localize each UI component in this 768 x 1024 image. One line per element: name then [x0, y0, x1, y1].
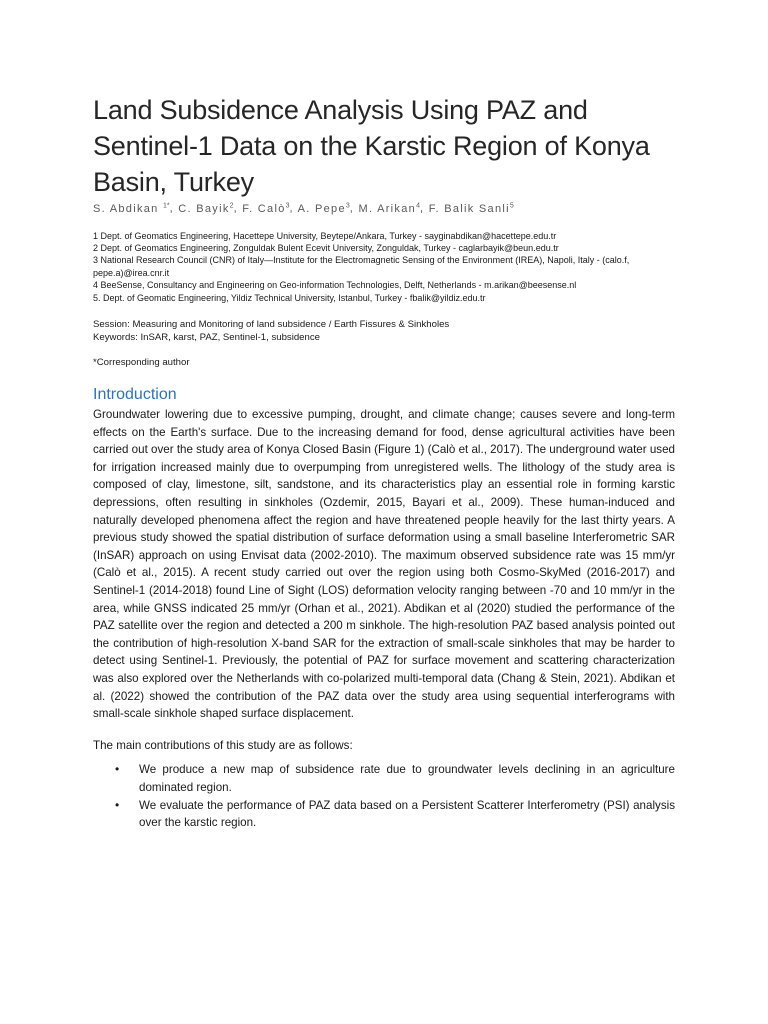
paper-title: Land Subsidence Analysis Using PAZ and Sentinel-1 Data on the Karstic Region of Konya Basin, Turkey: [93, 95, 650, 197]
contributions-list: [93, 761, 675, 831]
bullet-icon: •: [115, 762, 120, 777]
affiliation: 2 Dept. of Geomatics Engineering, Zonguldak Bulent Ecevit University, Zonguldak, Turkey - caglarbayik@beun.edu.tr: [93, 243, 559, 254]
affiliation: 1 Dept. of Geomatics Engineering, Hacettepe University, Beytepe/Ankara, Turkey - sayginabdikan@hacettepe.edu.tr: [93, 230, 557, 241]
bullet-icon: •: [115, 797, 120, 812]
session-line: Session: Measuring and Monitoring of land subsidence / Earth Fissures & Sinkholes: [93, 319, 450, 331]
affiliations: [93, 230, 675, 304]
session-info: [93, 318, 675, 344]
corresponding-author-note: *Corresponding author: [93, 357, 190, 369]
affiliation: 3 National Research Council (CNR) of Italy—Institute for the Electromagnetic Sensing of the Environment (IREA), Napoli, Italy - (calo.f, pepe.a)@irea.cnr.it: [93, 255, 630, 278]
keywords-line: Keywords: InSAR, karst, PAZ, Sentinel-1, subsidence: [93, 332, 320, 344]
introduction-heading: Introduction: [93, 386, 177, 404]
paper-content: [93, 92, 675, 832]
author: F. Calò$^3$: [242, 202, 290, 215]
contributions-lead: The main contributions of this study are as follows:: [93, 738, 353, 752]
list-item-text: We produce a new map of subsidence rate due to groundwater levels declining in an agriculture dominated region.: [139, 763, 675, 794]
affiliation: 4 BeeSense, Consultancy and Engineering on Geo-information Technologies, Delft, Netherlands - m.arikan@beesense.nl: [93, 280, 577, 291]
list-item: [93, 761, 675, 796]
list-item: [93, 797, 675, 832]
author: M. Arikan$^4$: [358, 202, 420, 215]
author: F. Balik Sanli$^5$: [428, 202, 514, 215]
author: S. Abdikan $^{1*}$: [93, 202, 170, 215]
affiliation: 5. Dept. of Geomatic Engineering, Yildiz Technical University, Istanbul, Turkey - fbalik@yildiz.edu.tr: [93, 292, 486, 303]
author: A. Pepe$^3$: [297, 202, 350, 215]
author-list: S. Abdikan $^{1*}$, C. Bayik$^2$, F. Calò$^3$, A. Pepe$^3$, M. Arikan$^4$, F. Balik Sanli$^5$: [93, 202, 514, 215]
introduction-paragraph: Groundwater lowering due to excessive pumping, drought, and climate change; causes severe and long-term effects on the Earth's surface. Due to the increasing demand for food, dense agricultural activities have been carried out over the study area of Konya Closed Basin (Figure 1) (Calò et al., 2017). The underground water used for irrigation increased mainly due to overpumping from unregistered wells. The lithology of the study area is composed of clay, limestone, silt, sandstone, and its characteristics play an essential role in forming karstic depressions, often resulting in sinkholes (Ozdemir, 2015, Bayari et al., 2009). These human-induced and naturally developed phenomena affect the region and have threatened people heavily for the last thirty years. A previous study showed the spatial distribution of surface deformation using a small baseline Interferometric SAR (InSAR) approach on using Envisat data (2002-2010). The maximum observed subsidence rate was 15 mm/yr (Calò et al., 2015). A recent study carried out over the region using both Cosmo-SkyMed (2016-2017) and Sentinel-1 (2014-2018) found Line of Sight (LOS) deformation velocity ranging between -70 and 10 mm/yr in the area, while GNSS indicated 25 mm/yr (Orhan et al., 2021). Abdikan et al (2020) studied the performance of the PAZ satellite over the region and detected a 200 m sinkhole. The high-resolution PAZ based analysis pointed out the contribution of high-resolution X-band SAR for the extraction of small-scale sinkholes that may be harder to detect using Sentinel-1. Previously, the potential of PAZ for surface movement and scattering characterization was also explored over the Netherlands with co-polarized multi-temporal data (Chang & Stein, 2021). Abdikan et al. (2022) showed the contribution of the PAZ data over the study area using sequential interferograms with small-scale sinkhole shaped surface displacement.: [93, 408, 675, 721]
author: C. Bayik$^2$: [178, 202, 234, 215]
list-item-text: We evaluate the performance of PAZ data based on a Persistent Scatterer Interferometry (PSI) analysis over the karstic region.: [139, 798, 675, 830]
